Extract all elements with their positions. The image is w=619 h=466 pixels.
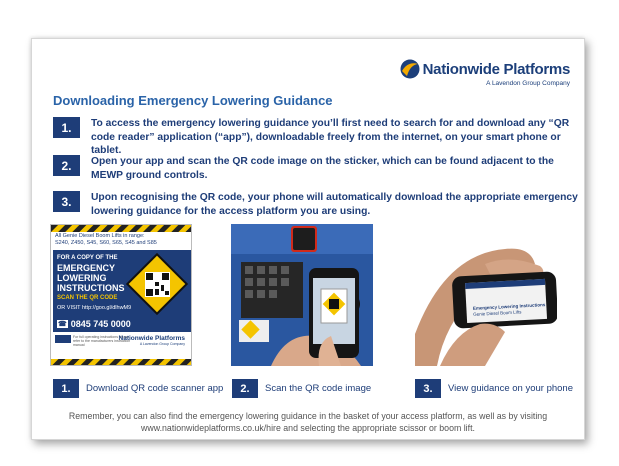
guidance-photo [415,224,557,366]
caption-2 [232,379,371,398]
scan-scene [231,224,373,366]
step-number: 1. [53,117,80,138]
step-text: Upon recognising the QR code, your phone will automatically download the appropriate emergency lowering guidance for the access platform you are using. [91,192,578,217]
scan-photo [231,224,373,366]
sticker-phone: ☎ 0845 745 0000 [58,319,131,329]
sticker-image [50,224,192,366]
caption-number: 2. [232,379,258,398]
footer-line-1: Remember, you can also find the emergency lowering guidance in the basket of your access platform, as well as by visiting [68,411,548,421]
caption-text: Scan the QR code image [265,383,372,394]
step-2 [53,155,579,182]
guidance-scene [415,224,557,366]
step-number: 2. [53,155,80,176]
footer-note [42,410,574,434]
caption-number: 3. [415,379,441,398]
brand-tagline: A Lavendon Group Company [486,80,570,87]
sticker-header: All Genie Diesel Boom Lifts in range: S240, Z450, S45, S60, S65, S45 and S85 [55,233,157,246]
nationwide-logo-icon [400,59,420,79]
step-text: Open your app and scan the QR code image on the sticker, which can be found adjacent to the MEWP ground controls. [91,156,554,181]
brand-name: Nationwide Platforms [422,60,570,78]
caption-3 [415,379,573,398]
brand-logo [400,59,570,87]
caption-1 [53,379,223,398]
step-3 [53,191,579,218]
step-number: 3. [53,191,80,212]
step-text: To access the emergency lowering guidance you’ll first need to search for and download any “QR code reader” application (“app”), downloadable freely from the internet, on your smart phone or tablet. [91,118,570,156]
guidance-card [31,38,585,440]
caption-number: 1. [53,379,79,398]
sticker-text: FOR A COPY OF THE EMERGENCY LOWERING INSTRUCTIONS SCAN THE QR CODE OR VISIT http://goo.gl/dlhwM9 [57,255,132,311]
sticker-small-print: For full operating instructions please refer to the manufacturers instruction manual [73,335,131,347]
sticker-brand: Nationwide Platforms A Lavendon Group Company [118,335,185,346]
step-1 [53,117,579,158]
qr-code-icon [145,272,170,297]
footer-line-2: www.nationwideplatforms.co.uk/hire and selecting the appropriate scissor or boom lift. [141,423,475,433]
phone-screen-text: Emergency Lowering Instructions Genie Diesel Boom Lifts [472,302,546,317]
page-title: Downloading Emergency Lowering Guidance [53,93,333,108]
caption-text: Download QR code scanner app [86,383,224,394]
phone-icon: ☎ [58,321,67,328]
caption-text: View guidance on your phone [448,383,574,394]
